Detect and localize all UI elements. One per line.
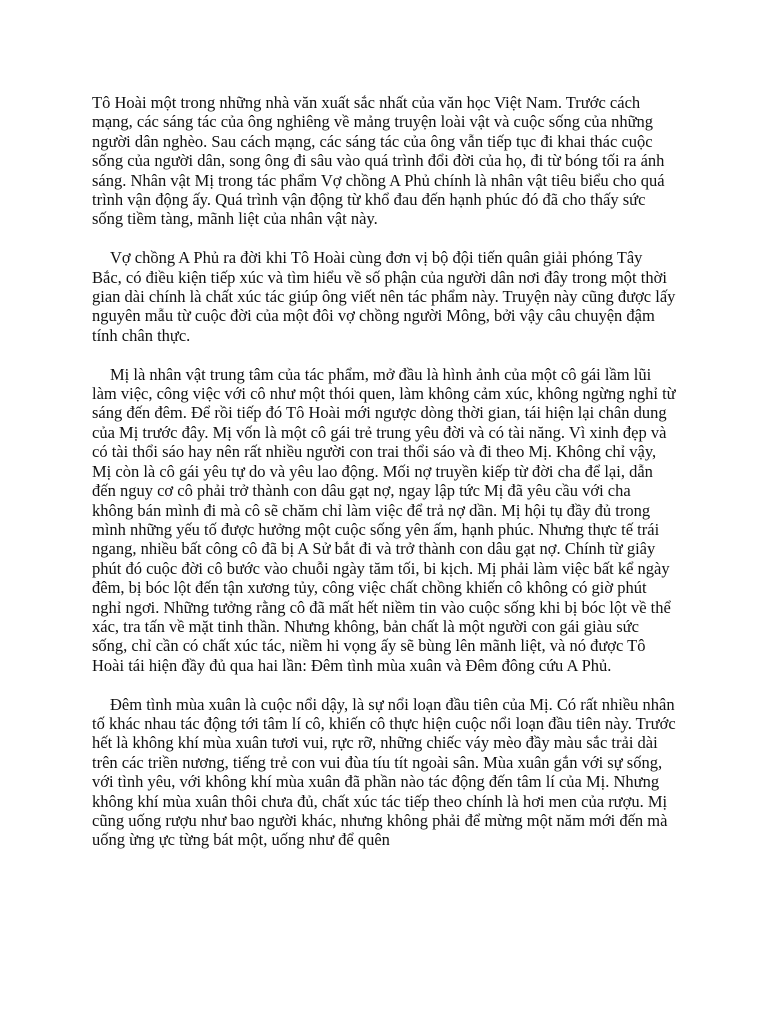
document-body xyxy=(92,93,676,869)
paragraph-origin: Vợ chồng A Phủ ra đời khi Tô Hoài cùng đơn vị bộ đội tiến quân giải phóng Tây Bắc, có điều kiện tiếp xúc và tìm hiểu về số phận của người dân nơi đây trong một thời gian dài chính là chất xúc tác giúp ông viết nên tác phẩm này. Truyện này cũng được lấy nguyên mẫu từ cuộc đời của một đôi vợ chồng người Mông, bởi vậy câu chuyện đậm tính chân thực. xyxy=(92,248,676,345)
paragraph-intro: Tô Hoài một trong những nhà văn xuất sắc nhất của văn học Việt Nam. Trước cách mạng, các sáng tác của ông nghiêng về mảng truyện loài vật và cuộc sống của những người dân nghèo. Sau cách mạng, các sáng tác của ông vẫn tiếp tục đi khai thác cuộc sống của người dân, song ông đi sâu vào quá trình đổi đời của họ, đi từ bóng tối ra ánh sáng. Nhân vật Mị trong tác phẩm Vợ chồng A Phủ chính là nhân vật tiêu biểu cho quá trình vận động ấy. Quá trình vận động từ khổ đau đến hạnh phúc đó đã cho thấy sức sống tiềm tàng, mãnh liệt của nhân vật này. xyxy=(92,93,665,229)
paragraph-character-mi: Mị là nhân vật trung tâm của tác phẩm, mở đầu là hình ảnh của một cô gái lầm lũi làm việc, công việc với cô như một thói quen, làm không cảm xúc, không ngừng nghỉ từ sáng đến đêm. Để rồi tiếp đó Tô Hoài mới ngược dòng thời gian, tái hiện lại chân dung của Mị trước đây. Mị vốn là một cô gái trẻ trung yêu đời và có tài năng. Vì xinh đẹp và có tài thổi sáo hay nên rất nhiều người con trai thổi sáo và đi theo Mị. Không chỉ vậy, Mị còn là cô gái yêu tự do và yêu lao động. Mối nợ truyền kiếp từ đời cha để lại, dẫn đến nguy cơ cô phải trở thành con dâu gạt nợ, ngay lập tức Mị đã yêu cầu với cha không bán mình đi mà cô sẽ chăm chỉ làm việc để trả nợ dần. Mị hội tụ đầy đủ trong mình những yếu tố được hưởng một cuộc sống yên ấm, hạnh phúc. Nhưng thực tế trái ngang, nhiều bất công cô đã bị A Sử bắt đi và trở thành con dâu gạt nợ. Chính từ giây phút đó cuộc đời cô bước vào chuỗi ngày tăm tối, bi kịch. Mị phải làm việc bất kể ngày đêm, bị bóc lột đến tận xương tủy, công việc chất chồng khiến cô không có giờ phút nghỉ ngơi. Những tưởng rằng cô đã mất hết niềm tin vào cuộc sống khi bị bóc lột về thể xác, tra tấn về mặt tinh thần. Nhưng không, bản chất là một người con gái giàu sức sống, chỉ cần có chất xúc tác, niềm hi vọng ấy sẽ bùng lên mãnh liệt, và nó được Tô Hoài tái hiện đầy đủ qua hai lần: Đêm tình mùa xuân và Đêm đông cứu A Phủ. xyxy=(92,364,676,675)
paragraph-spring-night: Đêm tình mùa xuân là cuộc nổi dậy, là sự nổi loạn đầu tiên của Mị. Có rất nhiều nhân tố khác nhau tác động tới tâm lí cô, khiến cô thực hiện cuộc nổi loạn đầu tiên này. Trước hết là không khí mùa xuân tươi vui, rực rỡ, những chiếc váy mèo đầy màu sắc trải dài trên các triền nương, tiếng trẻ con vui đùa tíu tít ngoài sân. Mùa xuân gắn với sự sống, với tình yêu, với không khí mùa xuân đã phần nào tác động đến tâm lí của Mị. Nhưng không khí mùa xuân thôi chưa đủ, chất xúc tác tiếp theo chính là hơi men của rượu. Mị cũng uống rượu như bao người khác, nhưng không phải để mừng một năm mới đến mà uống ừng ực từng bát một, uống như để quên xyxy=(92,694,676,850)
